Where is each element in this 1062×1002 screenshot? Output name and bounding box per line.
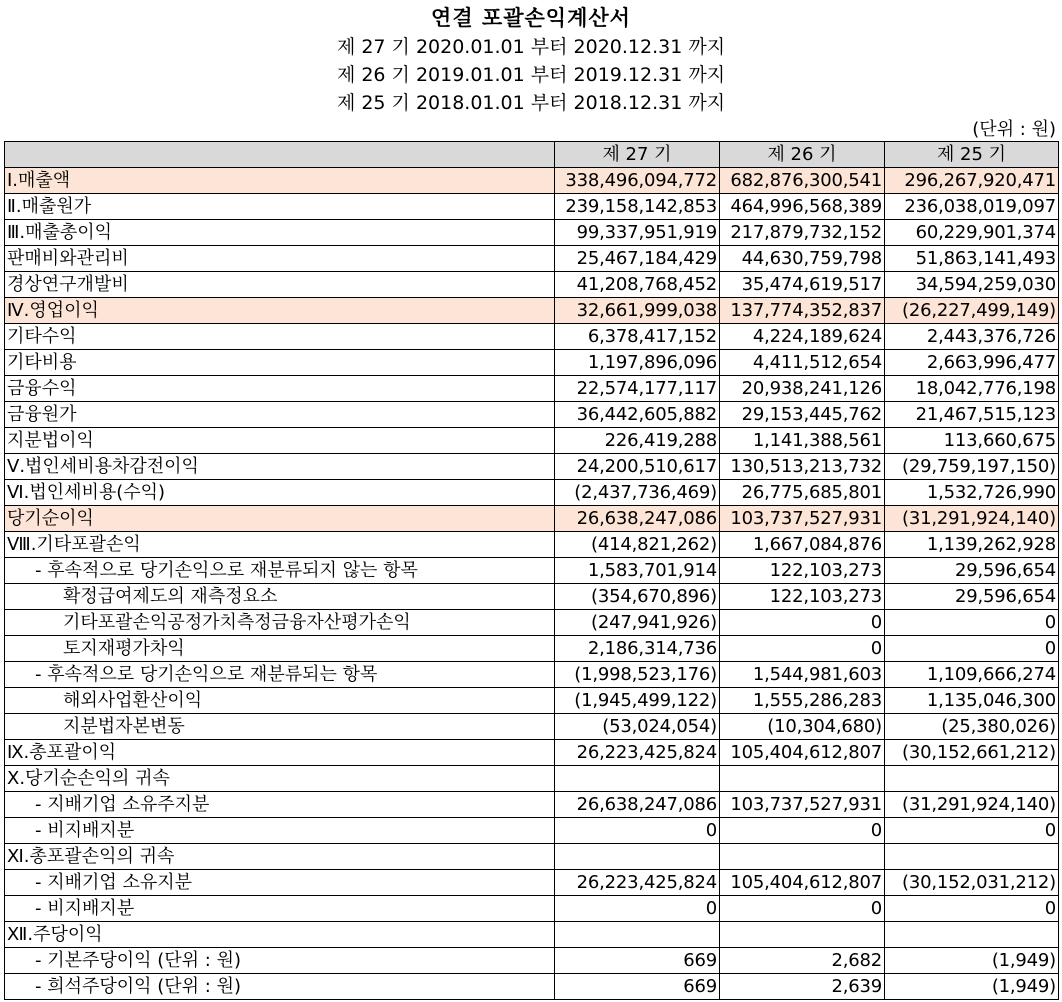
income-statement-table bbox=[4, 141, 1059, 1000]
row-label: Ⅺ.총포괄손익의 귀속 bbox=[5, 844, 555, 870]
row-label: - 비지배지분 bbox=[5, 818, 555, 844]
value-period-27: 26,638,247,086 bbox=[555, 506, 720, 532]
value-period-27: 669 bbox=[555, 974, 720, 1000]
row-label: - 후속적으로 당기손익으로 재분류되지 않는 항목 bbox=[5, 558, 555, 584]
value-period-26: 217,879,732,152 bbox=[720, 220, 885, 246]
value-period-26: 130,513,213,732 bbox=[720, 454, 885, 480]
value-period-25: 296,267,920,471 bbox=[885, 168, 1059, 194]
value-period-27: 2,186,314,736 bbox=[555, 636, 720, 662]
value-period-25: 29,596,654 bbox=[885, 558, 1059, 584]
value-period-25: 1,109,666,274 bbox=[885, 662, 1059, 688]
value-period-27: (247,941,926) bbox=[555, 610, 720, 636]
row-label: Ⅳ.영업이익 bbox=[5, 298, 555, 324]
value-period-25: 1,135,046,300 bbox=[885, 688, 1059, 714]
row-label: 당기순이익 bbox=[5, 506, 555, 532]
table-row bbox=[5, 766, 1059, 792]
row-label: 금융수익 bbox=[5, 376, 555, 402]
value-period-27: (354,670,896) bbox=[555, 584, 720, 610]
row-label: 금융원가 bbox=[5, 402, 555, 428]
table-row bbox=[5, 402, 1059, 428]
value-period-27 bbox=[555, 922, 720, 948]
value-period-27: (2,437,736,469) bbox=[555, 480, 720, 506]
value-period-26: 103,737,527,931 bbox=[720, 792, 885, 818]
table-row bbox=[5, 298, 1059, 324]
table-row bbox=[5, 844, 1059, 870]
table-row bbox=[5, 532, 1059, 558]
value-period-25: 1,532,726,990 bbox=[885, 480, 1059, 506]
value-period-26 bbox=[720, 766, 885, 792]
value-period-26: 103,737,527,931 bbox=[720, 506, 885, 532]
value-period-25: 2,663,996,477 bbox=[885, 350, 1059, 376]
value-period-27: 26,638,247,086 bbox=[555, 792, 720, 818]
table-row bbox=[5, 792, 1059, 818]
value-period-26: 137,774,352,837 bbox=[720, 298, 885, 324]
row-label: Ⅻ.주당이익 bbox=[5, 922, 555, 948]
row-label: Ⅹ.당기순손익의 귀속 bbox=[5, 766, 555, 792]
value-period-25: (26,227,499,149) bbox=[885, 298, 1059, 324]
row-label: 확정급여제도의 재측정요소 bbox=[5, 584, 555, 610]
value-period-25: (25,380,026) bbox=[885, 714, 1059, 740]
table-row bbox=[5, 376, 1059, 402]
table-row bbox=[5, 324, 1059, 350]
row-label: - 지배기업 소유주지분 bbox=[5, 792, 555, 818]
value-period-27: 239,158,142,853 bbox=[555, 194, 720, 220]
value-period-25: (30,152,661,212) bbox=[885, 740, 1059, 766]
row-label: 토지재평가차익 bbox=[5, 636, 555, 662]
table-row bbox=[5, 246, 1059, 272]
value-period-25: 113,660,675 bbox=[885, 428, 1059, 454]
value-period-25: 0 bbox=[885, 818, 1059, 844]
value-period-25: 236,038,019,097 bbox=[885, 194, 1059, 220]
table-row bbox=[5, 428, 1059, 454]
value-period-27: (53,024,054) bbox=[555, 714, 720, 740]
table-row bbox=[5, 272, 1059, 298]
row-label: - 지배기업 소유지분 bbox=[5, 870, 555, 896]
table-row bbox=[5, 896, 1059, 922]
value-period-25: 0 bbox=[885, 636, 1059, 662]
value-period-26: 0 bbox=[720, 818, 885, 844]
value-period-26: 1,141,388,561 bbox=[720, 428, 885, 454]
value-period-25: 2,443,376,726 bbox=[885, 324, 1059, 350]
row-label: Ⅵ.법인세비용(수익) bbox=[5, 480, 555, 506]
table-body bbox=[5, 168, 1059, 1000]
row-label: Ⅴ.법인세비용차감전이익 bbox=[5, 454, 555, 480]
value-period-27: 99,337,951,919 bbox=[555, 220, 720, 246]
value-period-26: 105,404,612,807 bbox=[720, 870, 885, 896]
period-line-27: 제 27 기 2020.01.01 부터 2020.12.31 까지 bbox=[336, 36, 726, 58]
row-label: 해외사업환산이익 bbox=[5, 688, 555, 714]
value-period-27: 0 bbox=[555, 896, 720, 922]
value-period-25: 1,139,262,928 bbox=[885, 532, 1059, 558]
value-period-27: 338,496,094,772 bbox=[555, 168, 720, 194]
row-label: 지분법자본변동 bbox=[5, 714, 555, 740]
table-row bbox=[5, 870, 1059, 896]
value-period-26: (10,304,680) bbox=[720, 714, 885, 740]
table-row bbox=[5, 584, 1059, 610]
value-period-27: 26,223,425,824 bbox=[555, 870, 720, 896]
value-period-27: 25,467,184,429 bbox=[555, 246, 720, 272]
value-period-27: 26,223,425,824 bbox=[555, 740, 720, 766]
value-period-26: 105,404,612,807 bbox=[720, 740, 885, 766]
value-period-26: 682,876,300,541 bbox=[720, 168, 885, 194]
unit-label: (단위 : 원) bbox=[972, 119, 1056, 140]
value-period-27: (1,945,499,122) bbox=[555, 688, 720, 714]
period-line-26: 제 26 기 2019.01.01 부터 2019.12.31 까지 bbox=[336, 64, 726, 86]
row-label: 경상연구개발비 bbox=[5, 272, 555, 298]
value-period-27: 32,661,999,038 bbox=[555, 298, 720, 324]
value-period-25: 29,596,654 bbox=[885, 584, 1059, 610]
table-row bbox=[5, 922, 1059, 948]
value-period-27: 226,419,288 bbox=[555, 428, 720, 454]
value-period-26: 0 bbox=[720, 896, 885, 922]
value-period-27: 24,200,510,617 bbox=[555, 454, 720, 480]
header-period-27: 제 27 기 bbox=[555, 142, 720, 168]
value-period-26: 4,224,189,624 bbox=[720, 324, 885, 350]
value-period-27: 6,378,417,152 bbox=[555, 324, 720, 350]
value-period-26: 2,639 bbox=[720, 974, 885, 1000]
value-period-26 bbox=[720, 922, 885, 948]
period-line-25: 제 25 기 2018.01.01 부터 2018.12.31 까지 bbox=[336, 92, 726, 114]
row-label: - 후속적으로 당기손익으로 재분류되는 항목 bbox=[5, 662, 555, 688]
row-label: 판매비와관리비 bbox=[5, 246, 555, 272]
value-period-25: 18,042,776,198 bbox=[885, 376, 1059, 402]
value-period-27: 1,197,896,096 bbox=[555, 350, 720, 376]
table-row bbox=[5, 480, 1059, 506]
table-row bbox=[5, 636, 1059, 662]
value-period-26: 1,555,286,283 bbox=[720, 688, 885, 714]
header-label-cell bbox=[5, 142, 555, 168]
value-period-25: 34,594,259,030 bbox=[885, 272, 1059, 298]
row-label: Ⅸ.총포괄이익 bbox=[5, 740, 555, 766]
table-row bbox=[5, 662, 1059, 688]
value-period-25 bbox=[885, 766, 1059, 792]
table-row bbox=[5, 506, 1059, 532]
table-row bbox=[5, 350, 1059, 376]
value-period-27: 36,442,605,882 bbox=[555, 402, 720, 428]
value-period-27 bbox=[555, 844, 720, 870]
row-label: - 비지배지분 bbox=[5, 896, 555, 922]
value-period-27: (414,821,262) bbox=[555, 532, 720, 558]
value-period-26 bbox=[720, 844, 885, 870]
value-period-25: 21,467,515,123 bbox=[885, 402, 1059, 428]
value-period-25: 51,863,141,493 bbox=[885, 246, 1059, 272]
value-period-26: 0 bbox=[720, 636, 885, 662]
value-period-27 bbox=[555, 766, 720, 792]
table-header-row bbox=[5, 142, 1059, 168]
table-row bbox=[5, 818, 1059, 844]
row-label: 기타비용 bbox=[5, 350, 555, 376]
header-period-26: 제 26 기 bbox=[720, 142, 885, 168]
table-row bbox=[5, 558, 1059, 584]
value-period-25: (29,759,197,150) bbox=[885, 454, 1059, 480]
table-row bbox=[5, 610, 1059, 636]
value-period-25: (1,949) bbox=[885, 974, 1059, 1000]
value-period-26: 35,474,619,517 bbox=[720, 272, 885, 298]
table-row bbox=[5, 220, 1059, 246]
row-label: 지분법이익 bbox=[5, 428, 555, 454]
value-period-26: 26,775,685,801 bbox=[720, 480, 885, 506]
table-row bbox=[5, 688, 1059, 714]
value-period-25 bbox=[885, 922, 1059, 948]
row-label: Ⅷ.기타포괄손익 bbox=[5, 532, 555, 558]
table-row bbox=[5, 194, 1059, 220]
value-period-26: 20,938,241,126 bbox=[720, 376, 885, 402]
table-row bbox=[5, 714, 1059, 740]
value-period-26: 29,153,445,762 bbox=[720, 402, 885, 428]
value-period-26: 122,103,273 bbox=[720, 558, 885, 584]
value-period-27: 1,583,701,914 bbox=[555, 558, 720, 584]
value-period-26: 1,667,084,876 bbox=[720, 532, 885, 558]
table-row bbox=[5, 974, 1059, 1000]
value-period-25: (1,949) bbox=[885, 948, 1059, 974]
value-period-25 bbox=[885, 844, 1059, 870]
row-label: - 희석주당이익 (단위 : 원) bbox=[5, 974, 555, 1000]
value-period-27: 669 bbox=[555, 948, 720, 974]
value-period-25: (31,291,924,140) bbox=[885, 506, 1059, 532]
statement-title: 연결 포괄손익계산서 bbox=[431, 6, 631, 30]
value-period-26: 4,411,512,654 bbox=[720, 350, 885, 376]
row-label: Ⅲ.매출총이익 bbox=[5, 220, 555, 246]
value-period-26: 1,544,981,603 bbox=[720, 662, 885, 688]
row-label: - 기본주당이익 (단위 : 원) bbox=[5, 948, 555, 974]
row-label: 기타수익 bbox=[5, 324, 555, 350]
value-period-26: 464,996,568,389 bbox=[720, 194, 885, 220]
value-period-27: (1,998,523,176) bbox=[555, 662, 720, 688]
value-period-25: 0 bbox=[885, 896, 1059, 922]
value-period-25: 0 bbox=[885, 610, 1059, 636]
value-period-26: 44,630,759,798 bbox=[720, 246, 885, 272]
value-period-27: 22,574,177,117 bbox=[555, 376, 720, 402]
table-row bbox=[5, 168, 1059, 194]
row-label: Ⅰ.매출액 bbox=[5, 168, 555, 194]
table-row bbox=[5, 948, 1059, 974]
value-period-25: 60,229,901,374 bbox=[885, 220, 1059, 246]
table-row bbox=[5, 454, 1059, 480]
value-period-26: 0 bbox=[720, 610, 885, 636]
value-period-25: (30,152,031,212) bbox=[885, 870, 1059, 896]
table-row bbox=[5, 740, 1059, 766]
row-label: 기타포괄손익공정가치측정금융자산평가손익 bbox=[5, 610, 555, 636]
value-period-25: (31,291,924,140) bbox=[885, 792, 1059, 818]
value-period-27: 41,208,768,452 bbox=[555, 272, 720, 298]
value-period-27: 0 bbox=[555, 818, 720, 844]
value-period-26: 2,682 bbox=[720, 948, 885, 974]
header-period-25: 제 25 기 bbox=[885, 142, 1059, 168]
row-label: Ⅱ.매출원가 bbox=[5, 194, 555, 220]
value-period-26: 122,103,273 bbox=[720, 584, 885, 610]
